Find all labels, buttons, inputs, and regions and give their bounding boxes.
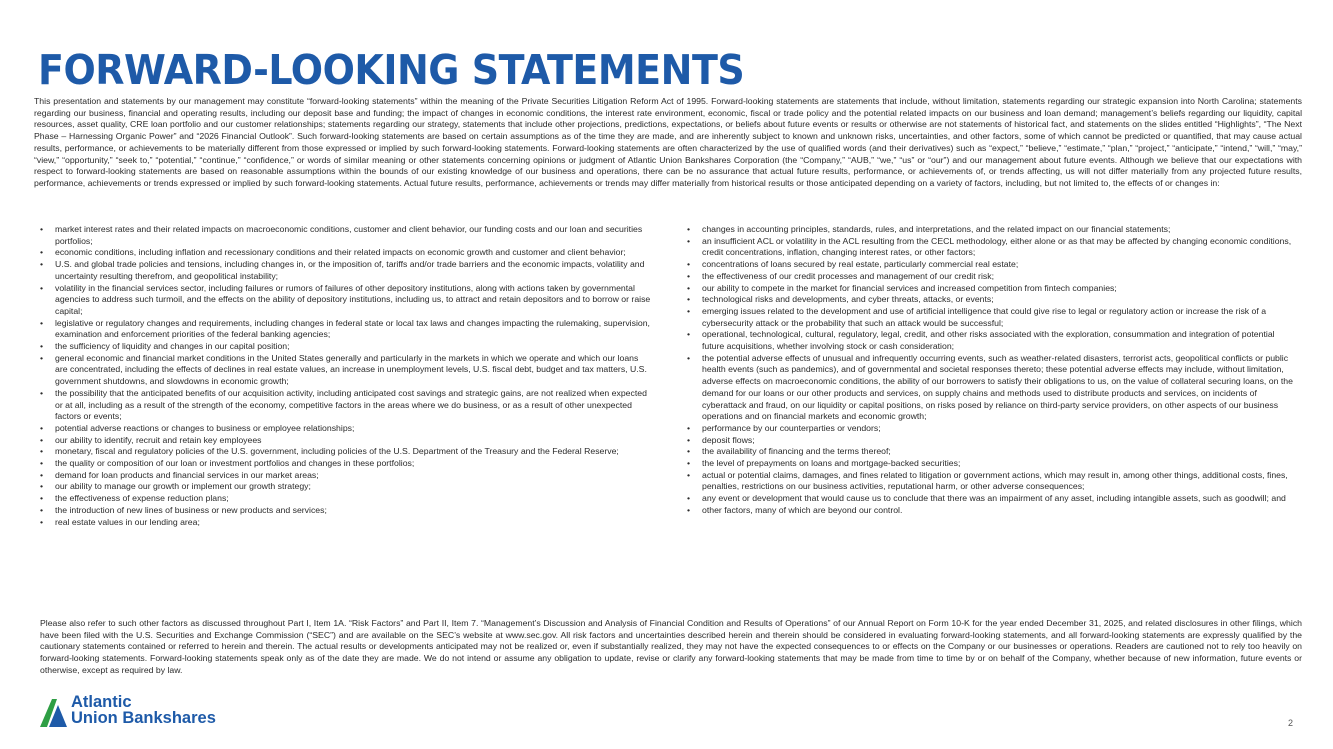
bullet-marker: • [40,224,44,234]
logo-line-2: Union Bankshares [71,709,216,727]
bullet-item [687,458,1297,470]
bullet-item [40,259,652,282]
bullet-text: the effectiveness of expense reduction plans; [55,493,229,504]
bullet-text: economic conditions, including inflation and recessionary conditions and their related impacts on economic growth and customer and client behavior; [55,247,626,258]
bullet-item [40,341,652,353]
bullet-marker: • [687,469,691,480]
bullet-marker: • [687,493,691,504]
bullet-marker: • [687,434,691,445]
bullet-marker: • [40,469,44,480]
bullet-item [40,318,652,341]
bullet-text: legislative or regulatory changes and requirements, including changes in federal state or local tax laws and changes impacting the rulemaking, supervision, examination and enforcement priorities of the federal banking agencies; [55,317,650,340]
bullet-marker: • [40,247,44,258]
bullet-marker: • [687,446,691,457]
bullet-marker: • [687,305,691,316]
bullet-text: monetary, fiscal and regulatory policies of the U.S. government, including policies of the U.S. Department of the Treasury and the Federal Reserve; [55,446,619,457]
bullet-item [687,306,1297,329]
bullet-item [40,458,652,470]
bullet-item [40,470,652,482]
bullet-text: actual or potential claims, damages, and fines related to litigation or government actions, which may result in, among other things, additional costs, fines, penalties, restrictions on our business activities, reputational harm, or other adverse consequences; [702,469,1288,492]
bullet-text: volatility in the financial services sector, including failures or rumors of failures of other depository institutions, along with actions taken by governmental agencies to address such turmoil, and the effects on the ability of depository institutions, including us, to attract and retain depositors and to borrow or raise capital; [55,282,651,316]
company-logo [38,694,278,730]
bullet-text: the possibility that the anticipated benefits of our acquisition activity, including anticipated cost savings and strategic gains, are not realized when expected or at all, including as a result of the strength of the economy, competitive factors in the areas where we do business, or as a result of other unexpected factors or events; [55,387,647,422]
bullet-item [687,283,1297,295]
bullet-item [687,435,1297,447]
bullet-text: technological risks and developments, and cyber threats, attacks, or events; [702,294,994,305]
bullet-marker: • [687,259,691,270]
bullet-item [40,423,652,435]
bullet-marker: • [40,493,44,504]
bullet-text: the availability of financing and the terms thereof; [702,446,891,457]
bullet-item [687,224,1297,236]
bullet-text: the potential adverse effects of unusual and infrequently occurring events, such as weather-related disasters, terrorist acts, geopolitical conflicts or public health events (such as pandemics), and of governmental and societal responses thereto; these potential adverse effects may include, without limitation, adverse effects on macroeconomic conditions, the ability of our borrowers to satisfy their obligations to us, on the value of collateral securing loans, on the demand for our loans or our other products and services, on supply chains and methods used to distribute products and services, on incidents of cyberattack and fraud, on our liquidity or capital positions, on risks posed by reliance on third-party service providers, on other aspects of our business operations and on financial markets and economic growth; [702,352,1293,422]
bullet-text: the level of prepayments on loans and mortgage-backed securities; [702,458,961,469]
bullet-text: any event or development that would cause us to conclude that there was an impairment of any asset, including intangible assets, such as goodwill; and [702,493,1286,504]
bullet-item [687,329,1297,352]
bullet-text: market interest rates and their related impacts on macroeconomic conditions, customer and client behavior, our funding costs and our loan and securities portfolios; [55,224,643,246]
bullet-item [687,505,1297,517]
bullet-text: our ability to compete in the market for financial services and increased competition from fintech companies; [702,282,1117,293]
bullet-item [687,236,1297,259]
bullet-item [40,481,652,493]
atlantic-union-logo-mark-icon [38,696,68,728]
bullet-marker: • [687,235,691,246]
bullet-marker: • [687,458,691,469]
bullet-item [40,388,652,423]
bullet-item [687,353,1297,423]
bullet-marker: • [40,504,44,515]
bullet-marker: • [40,317,44,328]
bullet-marker: • [40,282,44,293]
bullet-marker: • [687,224,691,234]
bullet-marker: • [40,422,44,433]
closing-paragraph: Please also refer to such other factors as discussed throughout Part I, Item 1A. “Risk Factors” and Part II, Item 7. “Management’s Discussion and Analysis of Financial Condition and Results of Operations” of our Annual Report on Form 10-K for the year ended December 31, 2025, and related disclosures in other filings, which have been filed with the U.S. Securities and Exchange Commission (“SEC”) and are available on the SEC’s website at www.sec.gov. All risk factors and uncertainties described herein and therein should be considered in evaluating forward-looking statements, and all forward-looking statements are expressly qualified by the cautionary statements contained or referred to herein and therein. The actual results or developments anticipated may not be realized or, even if substantially realized, they may not have the expected consequences to or effects on the Company or our businesses or operations. Readers are cautioned not to rely too heavily on forward-looking statements. Forward-looking statements speak only as of the date they are made. We do not intend or assume any obligation to update, revise or clarify any forward-looking statements that may be made from time to time by or on behalf of the Company, whether because of new information, future events or otherwise, except as required by law. [40,618,1302,675]
bullet-text: general economic and financial market conditions in the United States generally and particularly in the markets in which we operate and which our loans are concentrated, including the effects of declines in real estate values, an increase in unemployment levels, U.S. fiscal debt, budget and tax matters, U.S. government shutdowns, and slowdowns in economic growth; [55,352,647,387]
bullet-item [40,224,652,247]
page-title: FORWARD-LOOKING STATEMENTS [38,46,745,94]
bullet-text: potential adverse reactions or changes to business or employee relationships; [55,422,355,433]
bullet-text: the effectiveness of our credit processes and management of our credit risk; [702,270,994,281]
bullet-marker: • [687,270,691,281]
intro-paragraph: This presentation and statements by our management may constitute “forward-looking statements” within the meaning of the Private Securities Litigation Reform Act of 1995. Forward-looking statements are statements that include, without limitation, statements regarding our strategic expansion into North Carolina; statements regarding our business, financial and operating results, including our deposit base and funding; the impact of changes in economic conditions, the interest rate environment, economic, fiscal or trade policy and the potential related impacts on our business and loan demand; management’s beliefs regarding our liquidity, capital resources, asset quality, CRE loan portfolio and our customer relationships; statements regarding our strategy, statements that include other projections, predictions, expectations, or beliefs about future events or results or otherwise are not statements of historical fact, and statements on the slides entitled “Highlights”, “The Next Phase – Harnessing Organic Power” and “2026 Financial Outlook”. Such forward-looking statements are based on certain assumptions as of the time they are made, and are inherently subject to known and unknown risks, uncertainties, and other factors, some of which cannot be predicted or quantified, that may cause actual results, performance, or achievements to be materially different from those expressed or implied by such forward-looking statements. Forward-looking statements are often characterized by the use of qualified words (and their derivatives) such as “expect,” “believe,” “estimate,” “plan,” “project,” “anticipate,” “intend,” “will,” “may,” “view,” “opportunity,” “seek to,” “potential,” “continue,” “confidence,” or words of similar meaning or other statements concerning opinions or judgment of Atlantic Union Bankshares Corporation (the “Company,” “AUB,” “we,” “us” or “our”) and our management about future events. Although we believe that our expectations with respect to forward-looking statements are based on reasonable assumptions within the bounds of our existing knowledge of our business and operations, there can be no assurance that actual future results, performance, or achievements of, or trends affecting, us will not differ materially from any projected future results, performance, achievements or trends expressed or implied by such forward-looking statements. Actual future results, performance, achievements or trends may differ materially from historical results or those anticipated depending on a variety of factors, including, but not limited to, the effects of or changes in: [34,96,1302,188]
bullet-item [687,271,1297,283]
page-number: 2 [1287,718,1293,728]
bullet-marker: • [40,516,44,527]
bullet-text: the introduction of new lines of business or new products and services; [55,504,327,515]
bullet-text: concentrations of loans secured by real estate, particularly commercial real estate; [702,259,1019,270]
bullet-marker: • [40,434,44,445]
bullet-text: an insufficient ACL or volatility in the ACL resulting from the CECL methodology, either alone or as that may be affected by changing economic conditions, credit concentrations, inflation, changing interest rates, or other factors; [702,235,1292,258]
bullet-item [40,283,652,318]
bullet-text: real estate values in our lending area; [55,516,200,527]
bullet-marker: • [687,352,691,363]
bullet-text: operational, technological, cultural, regulatory, legal, credit, and other risks associated with the exploration, consummation and integration of potential future acquisitions, whether involving stock or cash consideration; [702,329,1275,352]
bullet-marker: • [687,422,691,433]
bullet-item [40,247,652,259]
bullet-text: performance by our counterparties or vendors; [702,422,881,433]
bullet-marker: • [40,341,44,352]
bullet-marker: • [687,294,691,305]
bullet-text: U.S. and global trade policies and tensions, including changes in, or the imposition of, tariffs and/or trade barriers and the economic impacts, volatility and uncertainty resulting therefrom, and geopolitical instability; [55,259,645,281]
bullet-item [40,435,652,447]
bullet-marker: • [40,259,44,270]
bullet-text: the quality or composition of our loan or investment portfolios and changes in these portfolios; [55,458,415,469]
bullet-item [40,493,652,505]
bullet-marker: • [687,329,691,340]
logo-line-1: Atlantic [71,693,132,711]
bullet-text: our ability to manage our growth or implement our growth strategy; [55,481,311,492]
bullet-item [687,423,1297,435]
risk-factors-left-list [40,224,652,528]
bullet-text: our ability to identify, recruit and retain key employees [55,434,262,445]
bullet-item [40,353,652,388]
bullet-text: changes in accounting principles, standards, rules, and interpretations, and the related impact on our financial statements; [702,224,1171,234]
bullet-item [40,446,652,458]
bullet-marker: • [40,481,44,492]
bullet-item [687,470,1297,493]
bullet-marker: • [40,458,44,469]
bullet-item [687,446,1297,458]
risk-factors-right-list [687,224,1297,517]
bullet-text: other factors, many of which are beyond our control. [702,504,903,515]
bullet-marker: • [40,446,44,457]
bullet-text: deposit flows; [702,434,755,445]
bullet-text: the sufficiency of liquidity and changes in our capital position; [55,341,290,352]
bullet-marker: • [687,282,691,293]
logo-wordmark [71,694,216,726]
bullet-item [40,505,652,517]
bullet-text: demand for loan products and financial services in our market areas; [55,469,319,480]
bullet-item [40,517,652,529]
bullet-marker: • [687,504,691,515]
bullet-item [687,259,1297,271]
bullet-marker: • [40,387,44,398]
bullet-marker: • [40,352,44,363]
bullet-text: emerging issues related to the development and use of artificial intelligence that could give rise to legal or regulatory action or increase the risk of a cybersecurity attack or the probability that such an attack would be successful; [702,305,1267,328]
bullet-item [687,294,1297,306]
bullet-item [687,493,1297,505]
